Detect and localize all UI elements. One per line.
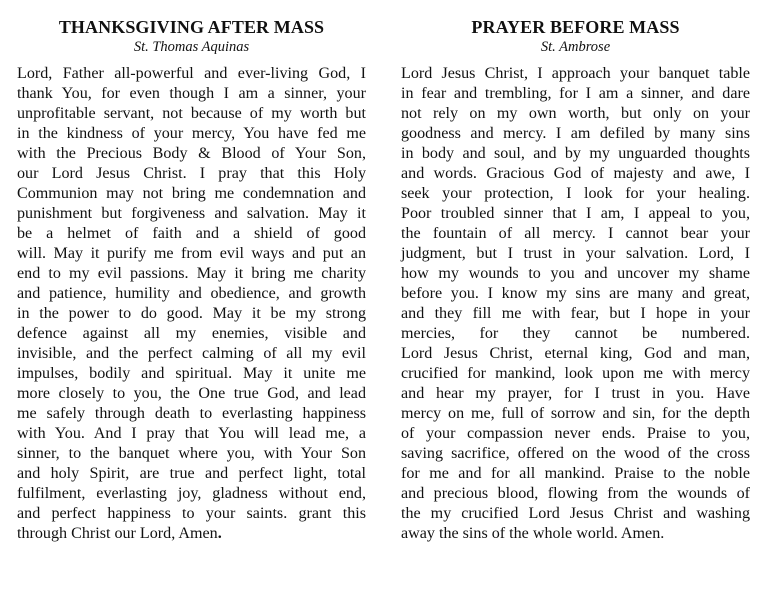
- thanksgiving-line: with You. And I pray that You will lead me, a: [17, 425, 366, 442]
- prayer-before-mass-line: seek your protection, I look for your healing.: [401, 185, 750, 202]
- prayer-before-mass-line: and hear my prayer, for I trust in you. Have: [401, 385, 750, 402]
- thanksgiving-column: [17, 16, 366, 544]
- thanksgiving-line: invisible, and the perfect calming of all my evil: [17, 345, 366, 362]
- thanksgiving-line: more closely to you, the One true God, and lead: [17, 385, 366, 402]
- thanksgiving-line: and perfect happiness to your saints. grant this: [17, 505, 366, 522]
- thanksgiving-line: end to my evil passions. May it bring me charity: [17, 265, 366, 282]
- thanksgiving-line: our Lord Jesus Christ. I pray that this Holy: [17, 165, 366, 182]
- prayer-before-mass-line: and they fill me with fear, but I hope in your: [401, 305, 750, 322]
- prayer-before-mass-author: St. Ambrose: [540, 39, 611, 55]
- thanksgiving-line: and holy Spirit, are true and perfect light, total: [17, 465, 366, 482]
- prayer-before-mass-line: the fountain of all mercy. I cannot bear your: [401, 225, 750, 242]
- thanksgiving-line: Lord, Father all-powerful and ever-living God, I: [17, 65, 366, 82]
- prayer-before-mass-line: Lord Jesus Christ, I approach your banquet table: [401, 65, 750, 82]
- thanksgiving-final-period: .: [217, 525, 222, 542]
- prayer-before-mass-line: in body and soul, and by my unguarded thoughts: [401, 145, 750, 162]
- thanksgiving-line: fulfilment, everlasting joy, gladness without end,: [17, 485, 366, 502]
- prayer-before-mass-line: and precious blood, flowing from the wounds of: [401, 485, 750, 502]
- prayer-before-mass-line: away the sins of the whole world. Amen.: [401, 525, 665, 542]
- thanksgiving-line: Communion may not bring me condemnation and: [17, 185, 366, 202]
- prayer-before-mass-line: Lord Jesus Christ, eternal king, God and man,: [401, 345, 750, 362]
- prayer-before-mass-line: and words. Gracious God of majesty and awe, I: [401, 165, 750, 182]
- prayer-before-mass-line: in fear and trembling, for I am a sinner, and dare: [401, 85, 750, 102]
- prayer-before-mass-line: judgment, but I trust in your salvation. Lord, I: [401, 245, 750, 262]
- prayer-before-mass-column: [401, 16, 750, 544]
- thanksgiving-line: in the kindness of your mercy, You have fed me: [17, 125, 366, 142]
- prayer-before-mass-line: the my crucified Lord Jesus Christ and washing: [401, 505, 750, 522]
- thanksgiving-body: [17, 64, 366, 544]
- prayer-before-mass-line: of your compassion never ends. Praise to you,: [401, 425, 750, 442]
- thanksgiving-line: in the power to do good. May it be my strong: [17, 305, 366, 322]
- prayer-before-mass-line: mercy on me, full of sorrow and sin, for the depth: [401, 405, 750, 422]
- thanksgiving-line: with the Precious Body & Blood of Your Son,: [17, 145, 366, 162]
- thanksgiving-line: punishment but forgiveness and salvation. May it: [17, 205, 366, 222]
- thanksgiving-title: THANKSGIVING AFTER MASS: [58, 17, 325, 37]
- thanksgiving-line: thank You, for even though I am a sinner, your: [17, 85, 366, 102]
- prayer-before-mass-line: crucified for mankind, look upon me with mercy: [401, 365, 750, 382]
- prayer-before-mass-line: goodness and mercy. I am defiled by many sins: [401, 125, 750, 142]
- thanksgiving-author: St. Thomas Aquinas: [133, 39, 250, 55]
- prayer-before-mass-line: for me and for all mankind. Praise to the noble: [401, 465, 750, 482]
- thanksgiving-line: through Christ our Lord, Amen.: [17, 525, 222, 542]
- thanksgiving-line: unprofitable servant, not because of my worth but: [17, 105, 366, 122]
- prayer-before-mass-line: Poor troubled sinner that I am, I appeal to you,: [401, 205, 750, 222]
- thanksgiving-line: me safely through death to everlasting happiness: [17, 405, 366, 422]
- thanksgiving-line: will. May it purify me from evil ways and put an: [17, 245, 366, 262]
- prayer-before-mass-body: [401, 64, 750, 544]
- prayer-before-mass-title: PRAYER BEFORE MASS: [471, 17, 680, 37]
- prayer-before-mass-line: saving sacrifice, offered on the wood of the cross: [401, 445, 750, 462]
- prayer-before-mass-line: not rely on my own worth, but only on your: [401, 105, 750, 122]
- thanksgiving-line: sinner, to the banquet where you, with Your Son: [17, 445, 366, 462]
- thanksgiving-line: be a helmet of faith and a shield of good: [17, 225, 366, 242]
- thanksgiving-line: defence against all my enemies, visible and: [17, 325, 366, 342]
- prayer-before-mass-line: mercies, for they cannot be numbered.: [401, 325, 750, 342]
- prayer-before-mass-line: before you. I know my sins are many and great,: [401, 285, 750, 302]
- prayer-before-mass-line: how my wounds to you and uncover my shame: [401, 265, 750, 282]
- thanksgiving-line: impulses, bodily and spiritual. May it unite me: [17, 365, 366, 382]
- thanksgiving-line: and patience, humility and obedience, and growth: [17, 285, 366, 302]
